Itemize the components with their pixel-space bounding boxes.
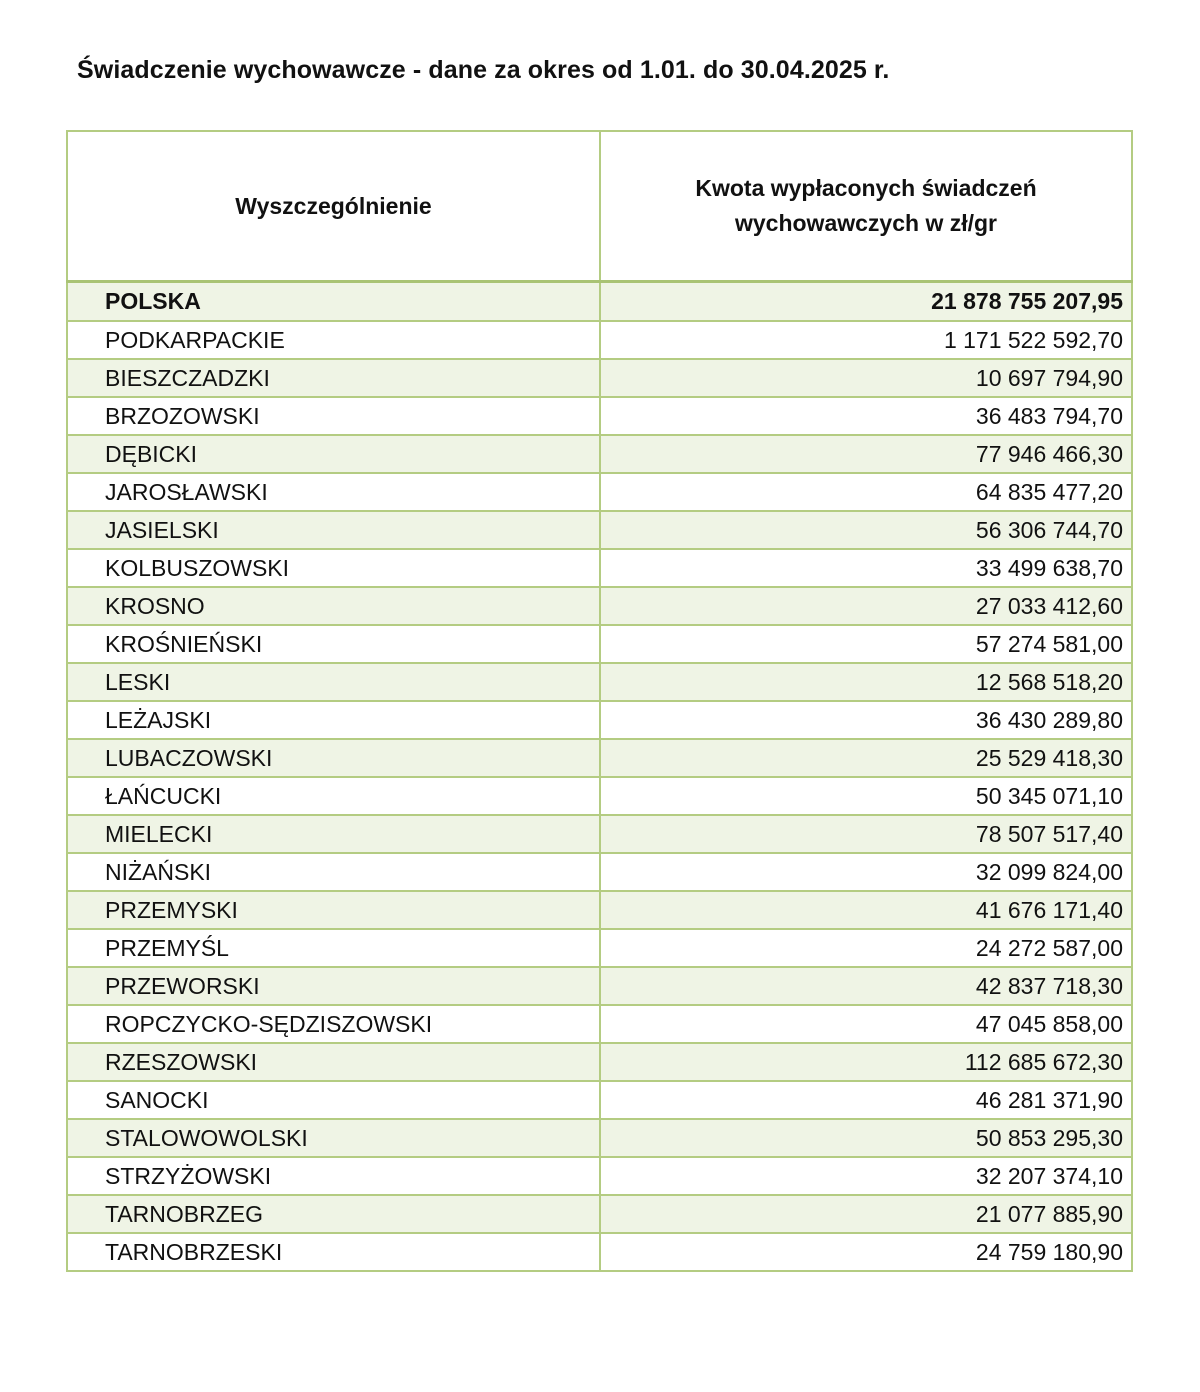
amount-cell: 21 077 885,90 <box>600 1195 1132 1233</box>
table-row <box>67 663 1132 701</box>
region-name-cell: LESKI <box>67 663 600 701</box>
table-row <box>67 511 1132 549</box>
table-row <box>67 815 1132 853</box>
table-row <box>67 1157 1132 1195</box>
table-header <box>67 131 1132 282</box>
amount-cell: 42 837 718,30 <box>600 967 1132 1005</box>
region-name-cell: PRZEWORSKI <box>67 967 600 1005</box>
table-row <box>67 701 1132 739</box>
amount-cell: 64 835 477,20 <box>600 473 1132 511</box>
amount-cell: 46 281 371,90 <box>600 1081 1132 1119</box>
document-title: Świadczenie wychowawcze - dane za okres od 1.01. do 30.04.2025 r. <box>77 56 890 84</box>
region-name-cell: LUBACZOWSKI <box>67 739 600 777</box>
region-name-cell: JASIELSKI <box>67 511 600 549</box>
region-name-cell: KROŚNIEŃSKI <box>67 625 600 663</box>
amount-cell: 57 274 581,00 <box>600 625 1132 663</box>
payments-table <box>66 130 1133 1272</box>
table-row <box>67 625 1132 663</box>
region-name-cell: RZESZOWSKI <box>67 1043 600 1081</box>
amount-cell: 32 207 374,10 <box>600 1157 1132 1195</box>
amount-cell: 27 033 412,60 <box>600 587 1132 625</box>
amount-cell: 77 946 466,30 <box>600 435 1132 473</box>
region-name-cell: STALOWOWOLSKI <box>67 1119 600 1157</box>
amount-cell: 12 568 518,20 <box>600 663 1132 701</box>
table-row <box>67 1005 1132 1043</box>
region-name-cell: LEŻAJSKI <box>67 701 600 739</box>
amount-cell: 24 272 587,00 <box>600 929 1132 967</box>
column-header-amount-label: Kwota wypłaconych świadczeń wychowawczych w zł/gr <box>695 175 1037 236</box>
region-name-cell: KROSNO <box>67 587 600 625</box>
table-row <box>67 587 1132 625</box>
region-name-cell: SANOCKI <box>67 1081 600 1119</box>
region-name-cell: ŁAŃCUCKI <box>67 777 600 815</box>
region-name-cell: STRZYŻOWSKI <box>67 1157 600 1195</box>
table-row <box>67 435 1132 473</box>
table-row <box>67 397 1132 435</box>
table-row <box>67 549 1132 587</box>
table-row <box>67 1195 1132 1233</box>
table-row <box>67 473 1132 511</box>
amount-cell: 36 430 289,80 <box>600 701 1132 739</box>
amount-cell: 112 685 672,30 <box>600 1043 1132 1081</box>
table-row <box>67 321 1132 359</box>
table-row <box>67 853 1132 891</box>
amount-cell: 24 759 180,90 <box>600 1233 1132 1271</box>
table-row <box>67 1043 1132 1081</box>
total-amount-cell: 21 878 755 207,95 <box>600 282 1132 322</box>
amount-cell: 56 306 744,70 <box>600 511 1132 549</box>
table-body <box>67 282 1132 1272</box>
amount-cell: 32 099 824,00 <box>600 853 1132 891</box>
region-name-cell: PRZEMYŚL <box>67 929 600 967</box>
column-header-name-label: Wyszczególnienie <box>235 192 432 219</box>
total-name-cell: POLSKA <box>67 282 600 322</box>
table-row <box>67 891 1132 929</box>
total-row <box>67 282 1132 322</box>
table-row <box>67 359 1132 397</box>
column-header-amount <box>600 131 1132 282</box>
header-row <box>67 131 1132 282</box>
region-name-cell: MIELECKI <box>67 815 600 853</box>
table-row <box>67 1119 1132 1157</box>
column-header-name <box>67 131 600 282</box>
amount-cell: 41 676 171,40 <box>600 891 1132 929</box>
region-name-cell: BRZOZOWSKI <box>67 397 600 435</box>
amount-cell: 10 697 794,90 <box>600 359 1132 397</box>
region-name-cell: ROPCZYCKO-SĘDZISZOWSKI <box>67 1005 600 1043</box>
table-row <box>67 739 1132 777</box>
region-name-cell: BIESZCZADZKI <box>67 359 600 397</box>
amount-cell: 25 529 418,30 <box>600 739 1132 777</box>
amount-cell: 50 345 071,10 <box>600 777 1132 815</box>
region-name-cell: JAROSŁAWSKI <box>67 473 600 511</box>
table-row <box>67 1233 1132 1271</box>
amount-cell: 47 045 858,00 <box>600 1005 1132 1043</box>
table-row <box>67 929 1132 967</box>
amount-cell: 50 853 295,30 <box>600 1119 1132 1157</box>
region-name-cell: DĘBICKI <box>67 435 600 473</box>
region-name-cell: PRZEMYSKI <box>67 891 600 929</box>
amount-cell: 1 171 522 592,70 <box>600 321 1132 359</box>
region-name-cell: PODKARPACKIE <box>67 321 600 359</box>
region-name-cell: TARNOBRZEG <box>67 1195 600 1233</box>
region-name-cell: NIŻAŃSKI <box>67 853 600 891</box>
region-name-cell: TARNOBRZESKI <box>67 1233 600 1271</box>
amount-cell: 36 483 794,70 <box>600 397 1132 435</box>
table-row <box>67 1081 1132 1119</box>
amount-cell: 78 507 517,40 <box>600 815 1132 853</box>
region-name-cell: KOLBUSZOWSKI <box>67 549 600 587</box>
amount-cell: 33 499 638,70 <box>600 549 1132 587</box>
table-row <box>67 967 1132 1005</box>
table-row <box>67 777 1132 815</box>
